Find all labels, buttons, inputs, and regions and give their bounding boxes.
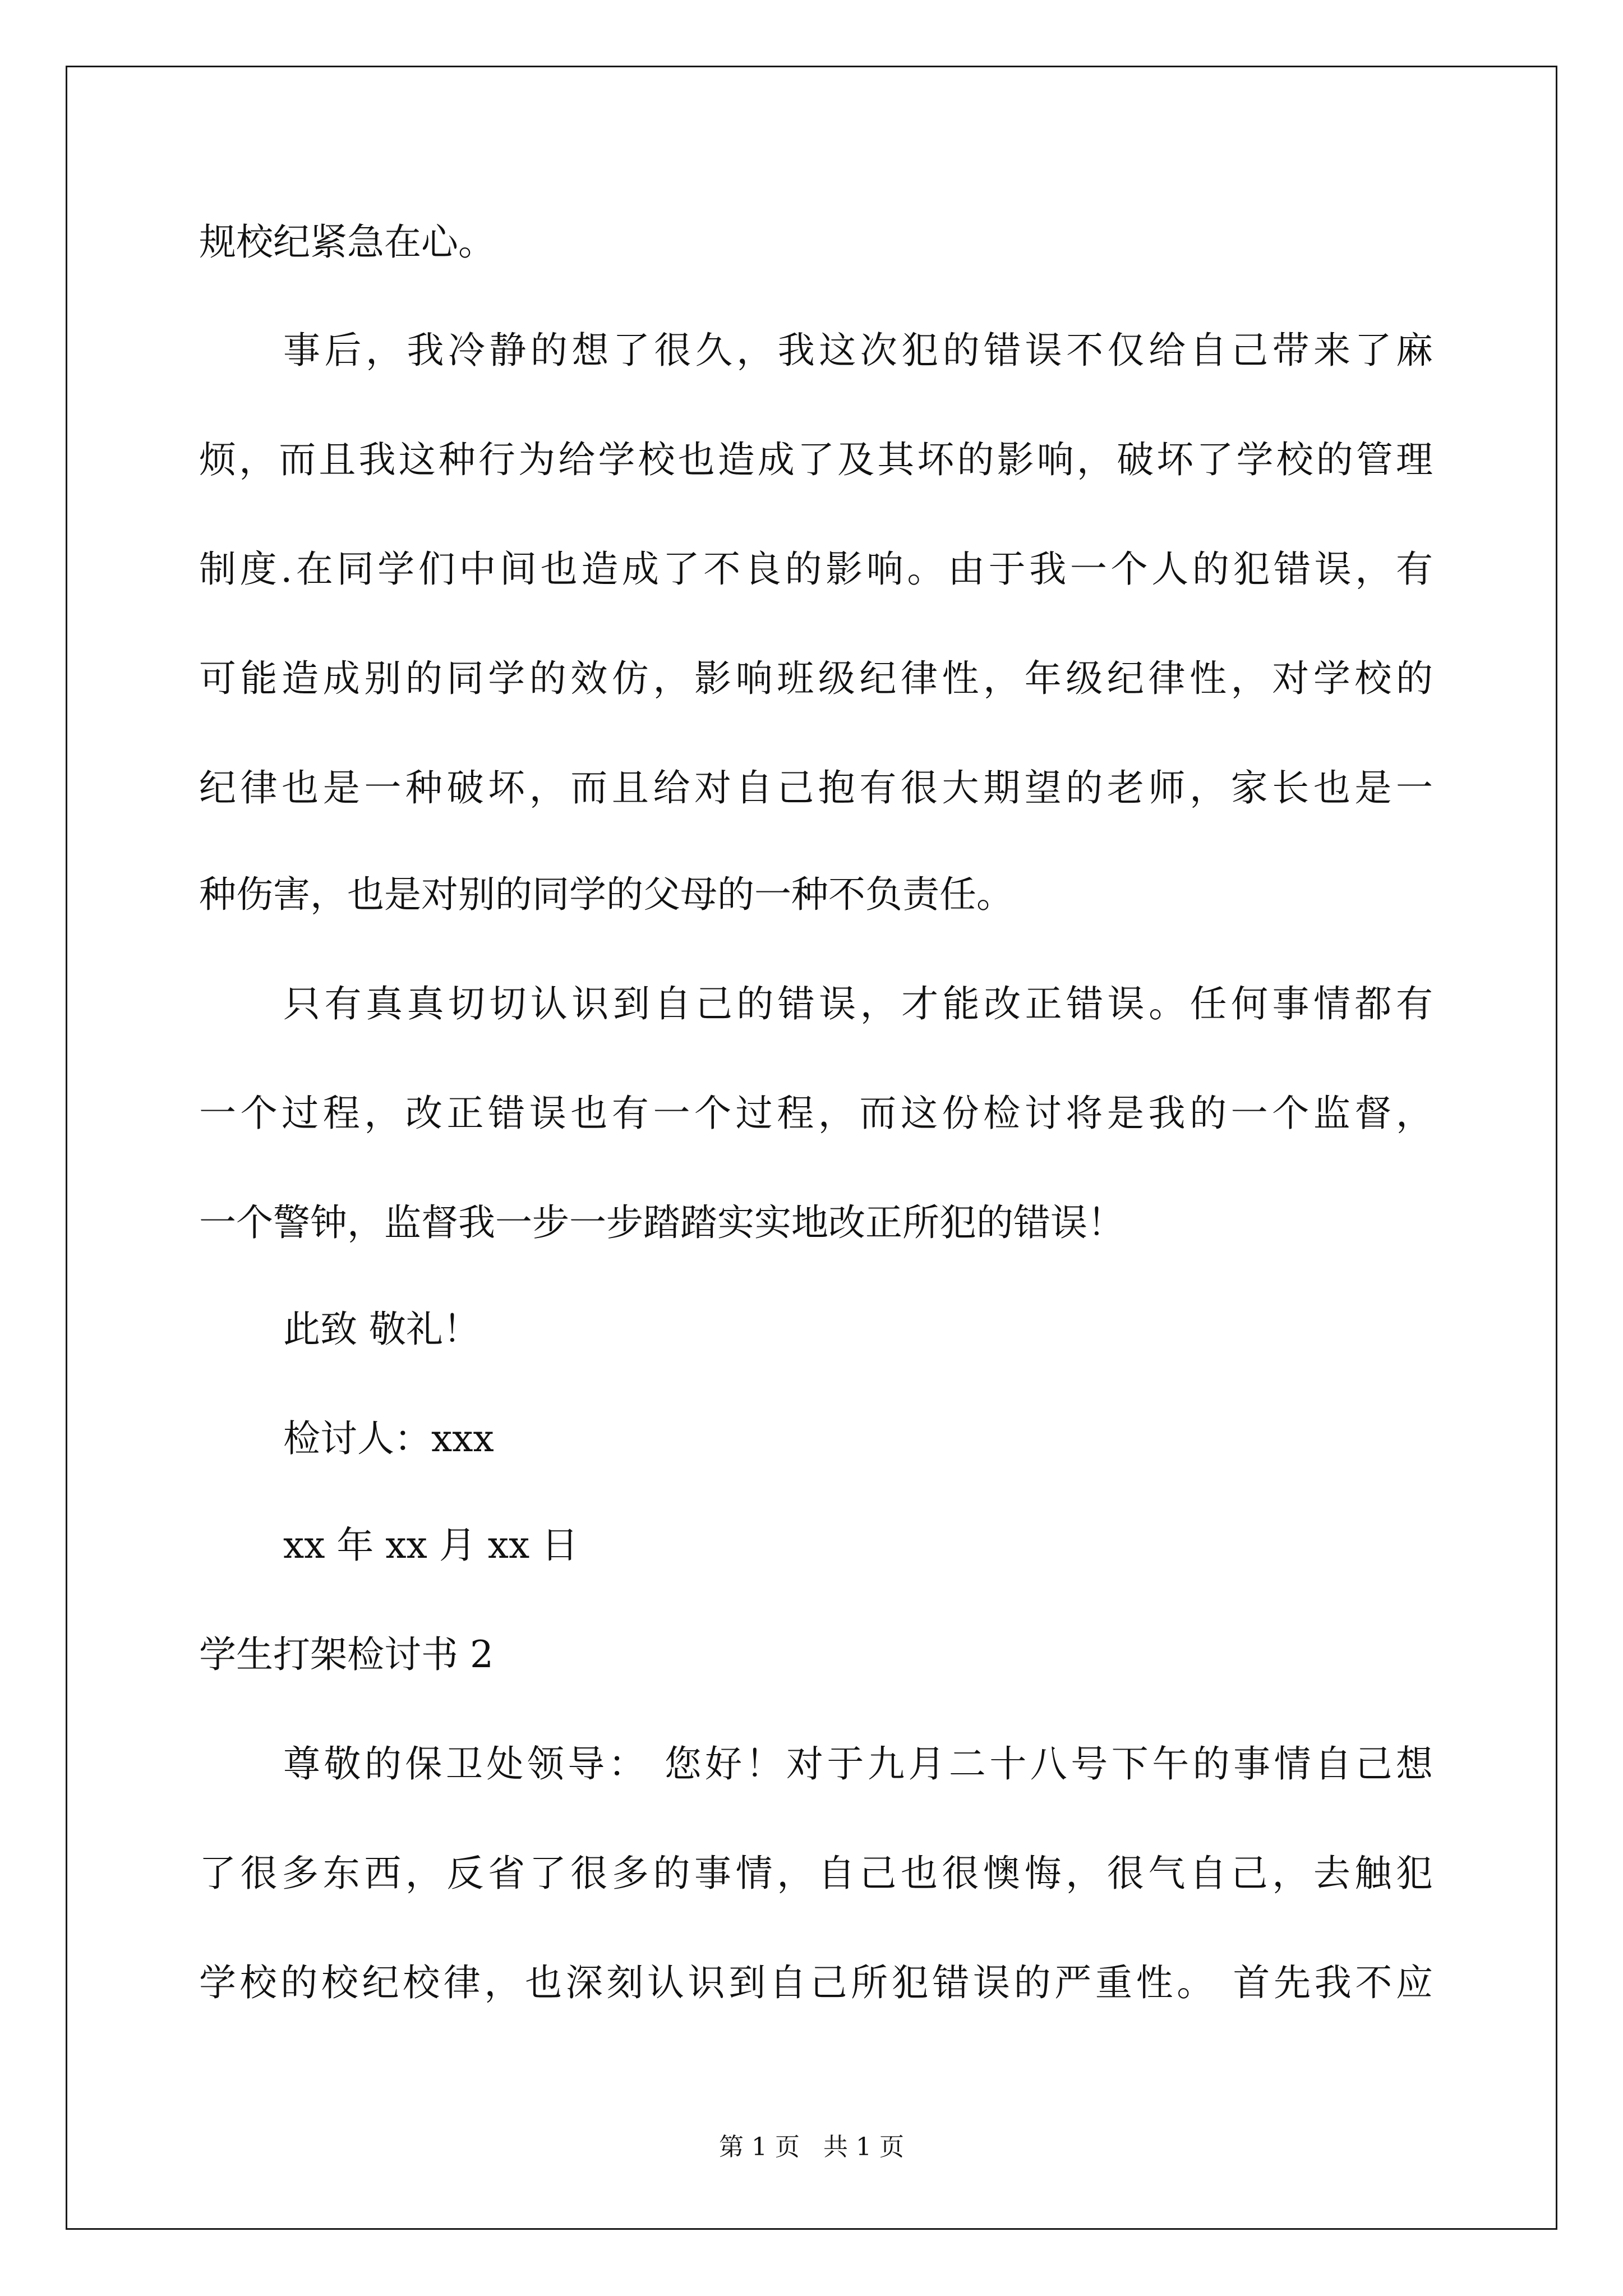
text-line-9: 一个过程，改正错误也有一个过程，而这份检讨将是我的一个监督， (199, 1092, 1433, 1135)
date-line: xx 年 xx 月 xx 日 (283, 1524, 579, 1567)
text-line-7: 种伤害，也是对别的同学的父母的一种不负责任。 (199, 873, 1013, 916)
text-line-10: 一个警钟，监督我一步一步踏踏实实地改正所犯的错误！ (199, 1201, 1124, 1244)
text-line-4: 制度.在同学们中间也造成了不良的影响。由于我一个人的犯错误，有 (199, 547, 1433, 591)
text-line-8: 只有真真切切认识到自己的错误，才能改正错误。任何事情都有 (283, 982, 1433, 1025)
text-line-2: 事后，我冷静的想了很久，我这次犯的错误不仅给自己带来了麻 (283, 329, 1433, 372)
text-line-15: 尊敬的保卫处领导： 您好！对于九月二十八号下午的事情自己想 (283, 1742, 1433, 1786)
closing-salutation: 此致 敬礼！ (283, 1308, 480, 1351)
text-line-3: 烦，而且我这种行为给学校也造成了及其坏的影响，破坏了学校的管理 (199, 438, 1433, 481)
text-line-5: 可能造成别的同学的效仿，影响班级纪律性，年级纪律性，对学校的 (199, 657, 1433, 700)
text-line-6: 纪律也是一种破坏，而且给对自己抱有很大期望的老师，家长也是一 (199, 766, 1433, 809)
text-line-1: 规校纪紧急在心。 (199, 220, 495, 264)
text-line-17: 学校的校纪校律，也深刻认识到自己所犯错误的严重性。 首先我不应 (199, 1961, 1433, 2004)
signature-line: 检讨人：xxx (283, 1417, 494, 1460)
page-border (66, 66, 1557, 2230)
section-heading: 学生打架检讨书 2 (199, 1633, 494, 1676)
text-line-16: 了很多东西，反省了很多的事情，自己也很懊悔，很气自己，去触犯 (199, 1852, 1433, 1895)
page-footer: 第 1 页 共 1 页 (719, 2133, 904, 2161)
